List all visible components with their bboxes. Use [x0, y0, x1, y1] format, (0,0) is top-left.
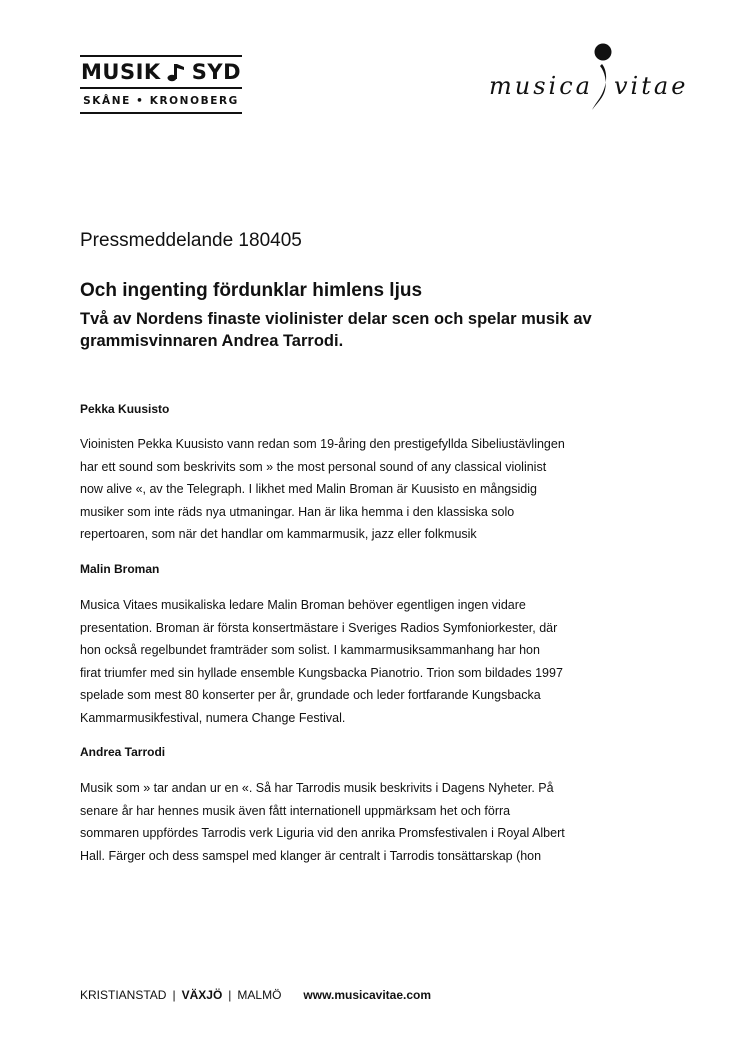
musik-syd-logo	[80, 55, 242, 114]
body-line: sommaren uppfördes Tarrodis verk Liguria vid den anrika Promsfestivalen i Royal Albert	[80, 826, 565, 840]
body-line: har ett sound som beskrivits som » the most personal sound of any classical violinist	[80, 459, 547, 474]
body-line: musiker som inte räds nya utmaningar. Han är lika hemma i den klassiska solo	[80, 504, 515, 519]
section-body-malin	[80, 594, 640, 729]
section-heading-andrea: Andrea Tarrodi	[80, 745, 166, 759]
logo-subtitle: SKÅNE • KRONOBERG	[83, 95, 239, 107]
body-line: presentation. Broman är första konsertmästare i Sveriges Radios Symfoniorkester, där	[80, 620, 558, 635]
body-line: firat triumfer med sin hyllade ensemble Kungsbacka Pianotrio. Trion som bildades 1997	[80, 665, 563, 680]
logo-main-row	[80, 57, 242, 87]
body-line: now alive «, av the Telegraph. I likhet med Malin Broman är Kuusisto en mångsidig	[80, 482, 537, 496]
page-subtitle: Två av Nordens finaste violinister delar scen och spelar musik av grammisvinnaren Andrea Tarrodi.	[80, 310, 592, 350]
body-line: Hall. Färger och dess samspel med klanger är centralt i Tarrodis tonsättarskap (hon	[80, 848, 542, 863]
body-line: Musik som » tar andan ur en «. Så har Tarrodis musik beskrivits i Dagens Nyheter. På	[80, 781, 554, 795]
footer-city-malmo: MALMÖ	[237, 988, 282, 1002]
footer	[80, 988, 431, 1002]
section-heading-pekka: Pekka Kuusisto	[80, 402, 170, 416]
logo-word-syd: SYD	[191, 60, 241, 84]
logo-word-vitae: vitae	[614, 72, 689, 100]
footer-separator: |	[172, 988, 176, 1002]
logo-bottom-rule	[80, 112, 242, 114]
body-line: Vioinisten Pekka Kuusisto vann redan som 19-åring den prestigefyllda Sibeliustävlingen	[80, 437, 565, 451]
section-heading-malin: Malin Broman	[80, 562, 160, 576]
body-line: repertoaren, som när det handlar om kammarmusik, jazz eller folkmusik	[80, 527, 477, 541]
footer-city-kristianstad: KRISTIANSTAD	[80, 988, 167, 1002]
music-note-icon	[165, 61, 187, 83]
body-line: senare år har hennes musik även fått internationell uppmärksam het och förra	[80, 803, 511, 818]
page-title: Och ingenting fördunklar himlens ljus	[80, 280, 423, 301]
footer-separator: |	[228, 988, 232, 1002]
musica-vitae-logo	[486, 42, 708, 114]
body-line: spelade som mest 80 konserter per år, grundade och leder fortfarande Kungsbacka	[80, 688, 541, 702]
logo-word-musica: musica	[489, 72, 593, 100]
footer-city-vaxjo: VÄXJÖ	[181, 988, 223, 1002]
section-body-pekka	[80, 433, 640, 546]
body-line: Kammarmusikfestival, numera Change Festival.	[80, 710, 346, 725]
logo-word-musik: MUSIK	[81, 60, 161, 84]
press-release-label: Pressmeddelande 180405	[80, 230, 302, 251]
body-line: hon också regelbundet framträder som solist. I kammarmusiksammanhang har hon	[80, 643, 540, 657]
footer-website-link[interactable]: www.musicavitae.com	[303, 988, 432, 1002]
violin-scroll-icon	[590, 42, 614, 112]
body-line: Musica Vitaes musikaliska ledare Malin Broman behöver egentligen ingen vidare	[80, 598, 526, 612]
section-body-andrea	[80, 777, 640, 867]
